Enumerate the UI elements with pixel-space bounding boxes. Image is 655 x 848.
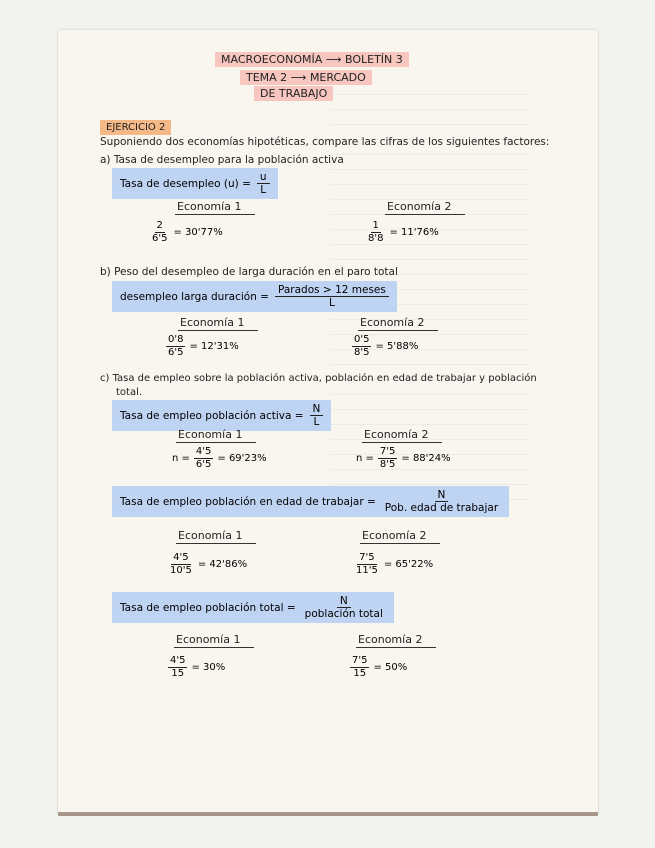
part-c1-r2-pre: n = xyxy=(356,453,374,464)
part-c1-econ2-heading: Economía 2 xyxy=(362,428,442,443)
part-a-econ2-heading: Economía 2 xyxy=(385,200,465,215)
part-c-def3-den: población total xyxy=(304,608,383,620)
part-c3-econ1-result xyxy=(168,655,225,680)
part-c-def2-num: N xyxy=(435,489,449,502)
part-c2-econ2-result xyxy=(354,552,433,577)
part-c2-r1-res: = 42'86% xyxy=(197,559,248,570)
part-c3-econ2-heading: Economía 2 xyxy=(356,633,436,648)
part-c-def1-num: N xyxy=(310,403,324,416)
part-b-def-num: Parados > 12 meses xyxy=(275,284,389,297)
part-b-r1-num: 0'8 xyxy=(168,334,184,345)
part-c-def2-den: Pob. edad de trabajar xyxy=(384,502,499,514)
part-a-econ1-result xyxy=(150,220,223,245)
part-c1-econ1-result xyxy=(172,446,267,471)
part-a-def-den: L xyxy=(260,184,267,196)
part-b-econ2-result xyxy=(352,334,418,359)
part-c3-econ1-heading: Economía 1 xyxy=(174,633,254,648)
part-c2-r2-den: 11'5 xyxy=(356,565,378,576)
part-c-def2-label: Tasa de empleo población en edad de trabajar = xyxy=(120,495,376,508)
part-c-def1 xyxy=(112,400,331,431)
part-a-definition xyxy=(112,168,278,199)
part-b-econ1-result xyxy=(166,334,239,359)
part-c-label-line2: total. xyxy=(116,387,143,398)
part-c1-r2-res: = 88'24% xyxy=(401,453,451,464)
part-c2-econ1-result xyxy=(168,552,247,577)
part-b-r2-res: = 5'88% xyxy=(375,341,419,352)
part-b-econ1-heading: Economía 1 xyxy=(178,316,258,331)
part-c-label-line1: c) Tasa de empleo sobre la población activa, población en edad de trabajar y población xyxy=(100,373,537,384)
page-bottom-edge xyxy=(58,812,598,816)
part-c3-r1-num: 4'5 xyxy=(170,655,186,666)
part-c2-econ2-heading: Economía 2 xyxy=(360,529,440,544)
part-c1-econ2-result xyxy=(356,446,451,471)
part-c1-r2-num: 7'5 xyxy=(379,446,396,457)
part-c1-r1-res: = 69'23% xyxy=(217,453,267,464)
exercise-intro: Suponiendo dos economías hipotéticas, compare las cifras de los siguientes factores: xyxy=(100,136,550,148)
part-c3-r1-res: = 30% xyxy=(191,662,226,673)
part-b-def-den: L xyxy=(328,297,335,309)
part-b-econ2-heading: Economía 2 xyxy=(358,316,438,331)
part-a-def-num: u xyxy=(257,171,270,184)
part-c1-econ1-heading: Economía 1 xyxy=(176,428,256,443)
part-b-r1-res: = 12'31% xyxy=(189,341,239,352)
header-line-1: MACROECONOMÍA ⟶ BOLETÍN 3 xyxy=(215,52,409,67)
part-c-def3-num: N xyxy=(337,595,351,608)
part-c3-econ2-result xyxy=(350,655,407,680)
part-c-def1-label: Tasa de empleo población activa = xyxy=(120,409,304,422)
part-a-r1-den: 6'5 xyxy=(152,233,168,244)
part-c1-r1-pre: n = xyxy=(172,453,190,464)
part-a-def-label: Tasa de desempleo (u) = xyxy=(120,177,251,190)
part-c2-r1-num: 4'5 xyxy=(173,552,189,563)
part-c3-r1-den: 15 xyxy=(171,668,185,679)
part-c3-r2-den: 15 xyxy=(353,668,367,679)
part-c3-r2-num: 7'5 xyxy=(352,655,368,666)
part-a-r2-num: 1 xyxy=(372,220,379,231)
header-line-3: DE TRABAJO xyxy=(254,86,333,101)
part-c2-r2-res: = 65'22% xyxy=(383,559,434,570)
part-c3-r2-res: = 50% xyxy=(373,662,408,673)
header-line-2: TEMA 2 ⟶ MERCADO xyxy=(240,70,372,85)
part-c-def3-label: Tasa de empleo población total = xyxy=(120,601,296,614)
part-c-def1-den: L xyxy=(313,416,320,428)
part-a-label: a) Tasa de desempleo para la población activa xyxy=(100,154,344,166)
part-a-r2-den: 8'8 xyxy=(368,233,384,244)
part-c1-r2-den: 8'5 xyxy=(379,459,396,470)
part-b-label: b) Peso del desempleo de larga duración en el paro total xyxy=(100,266,398,278)
part-a-r2-res: = 11'76% xyxy=(389,227,439,238)
part-a-econ1-heading: Economía 1 xyxy=(175,200,255,215)
part-a-r1-res: = 30'77% xyxy=(173,227,223,238)
part-c1-r1-den: 6'5 xyxy=(195,459,212,470)
part-c-def3 xyxy=(112,592,394,623)
part-b-r2-den: 8'5 xyxy=(354,347,370,358)
exercise-title: EJERCICIO 2 xyxy=(100,120,171,135)
part-c-def2 xyxy=(112,486,509,517)
part-c1-r1-num: 4'5 xyxy=(195,446,212,457)
part-b-def-label: desempleo larga duración = xyxy=(120,290,269,303)
part-a-econ2-result xyxy=(366,220,439,245)
part-b-r2-num: 0'5 xyxy=(354,334,370,345)
part-a-r1-num: 2 xyxy=(156,220,163,231)
part-c2-econ1-heading: Economía 1 xyxy=(176,529,256,544)
part-c2-r2-num: 7'5 xyxy=(359,552,375,563)
part-b-definition xyxy=(112,281,397,312)
part-b-r1-den: 6'5 xyxy=(168,347,184,358)
part-c2-r1-den: 10'5 xyxy=(170,565,192,576)
